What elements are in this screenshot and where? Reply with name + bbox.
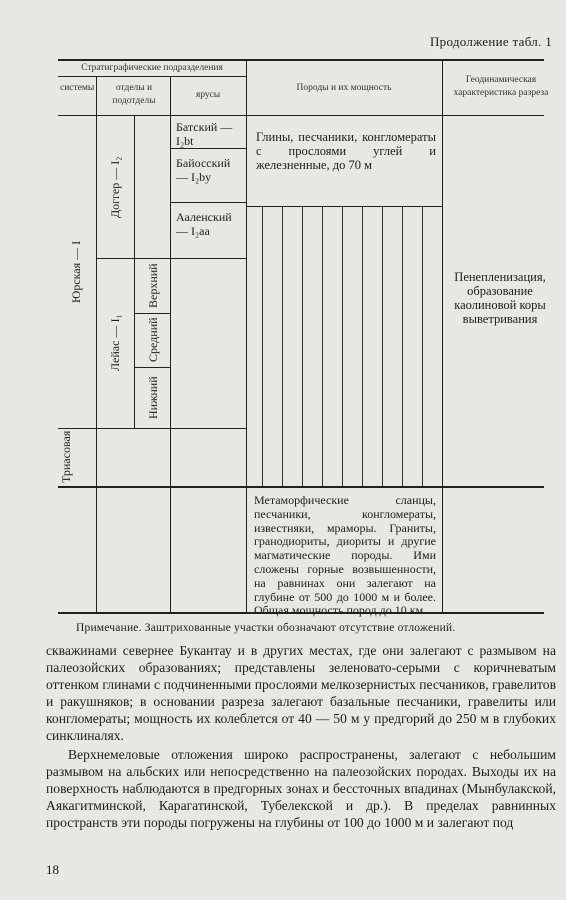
body-text — [46, 643, 556, 832]
hatch-line — [402, 206, 403, 486]
paragraph-1: скважинами севернее Букантау и в других местах, где они залегают с размывом на палеозойских образованиях; представлены зеленовато-серыми с коричневатым оттенком глинами с подчиненными прослоями мелкозернистых песчаников, гравелитов и ракушняков; в основании разреза залегают базальные песчаники, гравелиты или конгломераты; мощность их колеблется от 40 — 50 м у предгорий до 250 м в глубоких синклиналях. — [46, 643, 556, 743]
col-rule-2 — [170, 76, 171, 612]
rocks-dogger: Глины, песчаники, конгломераты с прослоями углей и железненные, до 70 м — [256, 130, 436, 172]
dept-rule — [96, 258, 246, 259]
rocks-basement: Метаморфические сланцы, песчаники, конгломераты, известняки, мраморы. Граниты, гранодиориты, диориты и другие магматические породы. Ими сложены горные возвышенности, на равнинах они залегают на глубине от 500 до 1000 м и более. Общая мощность пород до 10 км. — [254, 493, 436, 618]
stage-rule-1 — [170, 148, 246, 149]
stage-bathonian: Батский — I₂bt — [176, 120, 233, 148]
hatch-line — [282, 206, 283, 486]
sub-lower: Нижний — [146, 376, 160, 420]
sub-middle: Средний — [146, 317, 160, 363]
header-systems: системы — [60, 83, 95, 93]
hatch-line — [382, 206, 383, 486]
hatch-line — [342, 206, 343, 486]
sub-rule-2 — [134, 367, 170, 368]
header-bottom-rule — [58, 115, 544, 116]
continuation-label: Продолжение табл. 1 — [429, 34, 552, 49]
hatch-top — [246, 206, 442, 207]
sub-upper: Верхний — [146, 263, 160, 309]
stage-bajocian: Байосский — I₂by — [176, 156, 231, 184]
header-rocks: Породы и их мощность — [296, 83, 392, 93]
hatch-line — [362, 206, 363, 486]
page-number: 18 — [46, 862, 59, 877]
table-top-rule — [58, 59, 544, 61]
paragraph-2: Верхнемеловые отложения широко распространены, залегают с небольшим размывом на альбских или непосредственно на палеозойских породах. Выходы их на поверхность наблюдаются в предгорных зонах и бессточных впадинах (Мынбулакской, Аякагитминской, Карагатинской, Тубелекской и др.). В пределах равнинных пространств эти породы погружены на глубины от 100 до 1000 м и залегают под — [46, 747, 556, 831]
col-rule-3 — [246, 59, 247, 612]
col-rule-4 — [442, 59, 443, 612]
col-rule-sub — [134, 115, 135, 428]
col-rule-1 — [96, 76, 97, 612]
geodynamic-text: Пенепленизация, образование каолиновой коры выветривания — [454, 270, 546, 326]
header-geodynamic: Геодинамическая характеристика разреза — [453, 75, 549, 98]
hatch-line — [262, 206, 263, 486]
stage-rule-2 — [170, 202, 246, 203]
basement-rule — [58, 486, 544, 488]
hatch-line — [302, 206, 303, 486]
dept-dogger: Доггер — I₂ — [108, 156, 122, 218]
hatch-line — [322, 206, 323, 486]
hatch-line — [422, 206, 423, 486]
header-strat-group: Стратиграфические подразделения — [81, 63, 223, 73]
stage-aalenian: Ааленский — I₂aa — [176, 210, 232, 238]
system-triassic: Триасовая — [59, 430, 73, 484]
dept-lias: Лейас — I₁ — [108, 314, 122, 372]
system-rule — [58, 428, 246, 429]
header-stages: ярусы — [195, 90, 221, 100]
system-jurassic: Юрская — I — [69, 240, 83, 304]
header-departments: отделы и подотделы — [112, 83, 156, 106]
table-note: Примечание. Заштрихованные участки обозначают отсутствие отложений. — [76, 622, 456, 634]
header-subrule — [58, 76, 246, 77]
